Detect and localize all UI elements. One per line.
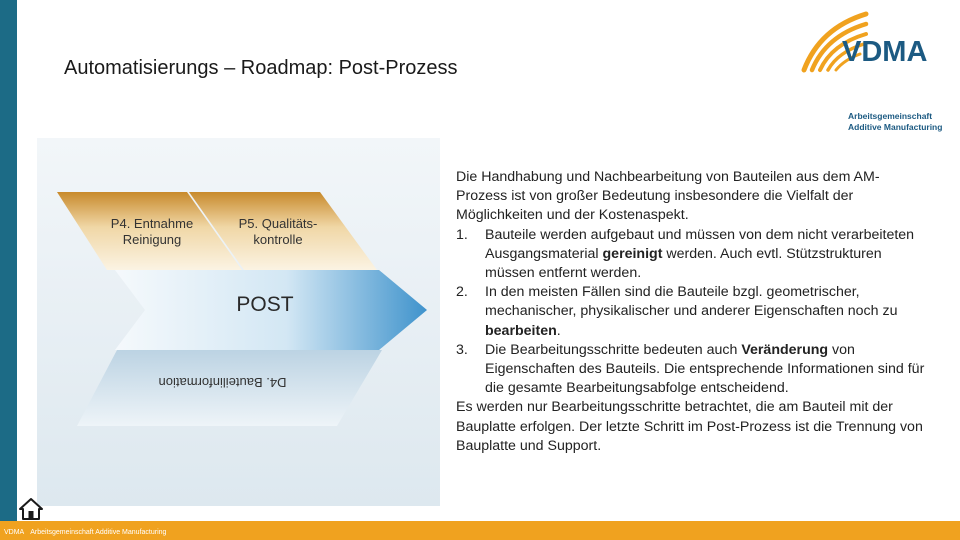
d4-label: D4. Bauteilinformation <box>158 375 287 390</box>
slide-title: Automatisierungs – Roadmap: Post-Prozess <box>64 57 458 79</box>
list-text: werden. Auch evtl. Stützstrukturen müssen entfernt werden. <box>485 245 882 282</box>
p4-label: P4. Entnahme Reinigung <box>110 216 194 247</box>
logo-subtitle-line1: Arbeitsgemeinschaft <box>848 111 933 121</box>
process-diagram-graphic <box>37 138 440 506</box>
logo-subtitle-line2: Additive Manufacturing <box>848 122 943 132</box>
list-item <box>456 283 930 341</box>
list-number: 2. <box>456 284 468 301</box>
list-text: In den meisten Fällen sind die Bauteile bzgl. geometrischer, mechanischer, physikalischer und anderer Eigenschaften noch zu <box>485 284 898 320</box>
list-item <box>456 341 930 399</box>
list-text: von Eigenschaften des Bauteils. Die entsprechende Informationen sind für die gesamte Bearbeitungsabfolge entscheidend. <box>485 341 925 397</box>
home-icon[interactable] <box>18 497 44 521</box>
post-label: POST <box>236 293 294 316</box>
list-text: . <box>556 322 561 339</box>
logo-wordmark: VDMA <box>842 36 928 68</box>
outro-paragraph: Es werden nur Bearbeitungsschritte betrachtet, die am Bauteil mit der Bauplatte erfolgen. Der letzte Schritt im Post-Prozess ist die Trennung von Bauplatte und Support. <box>456 399 923 454</box>
list-number: 1. <box>456 226 468 243</box>
list-emphasis: gereinigt <box>602 245 663 262</box>
list-item <box>456 226 930 284</box>
list-text: Die Bearbeitungsschritte bedeuten auch <box>485 341 742 358</box>
left-accent-bar <box>0 0 17 521</box>
footer-org: VDMA <box>4 529 25 536</box>
list-emphasis: Veränderung <box>741 341 829 358</box>
process-diagram <box>37 138 440 506</box>
list-number: 3. <box>456 341 468 358</box>
list-emphasis: bearbeiten <box>485 322 557 339</box>
intro-paragraph: Die Handhabung und Nachbearbeitung von Bauteilen aus dem AM-Prozess ist von großer Bedeutung insbesondere die Vielfalt der Möglichkeiten und der Kostenaspekt. <box>456 169 880 224</box>
p5-label: P5. Qualitäts- kontrolle <box>238 216 318 247</box>
numbered-list <box>456 226 930 399</box>
footer-text <box>4 529 166 536</box>
list-text: Bauteile werden aufgebaut und müssen von dem nicht verarbeiteten Ausgangsmaterial <box>485 226 915 262</box>
footer-group: Arbeitsgemeinschaft Additive Manufacturing <box>30 529 167 536</box>
body-text <box>456 168 930 456</box>
